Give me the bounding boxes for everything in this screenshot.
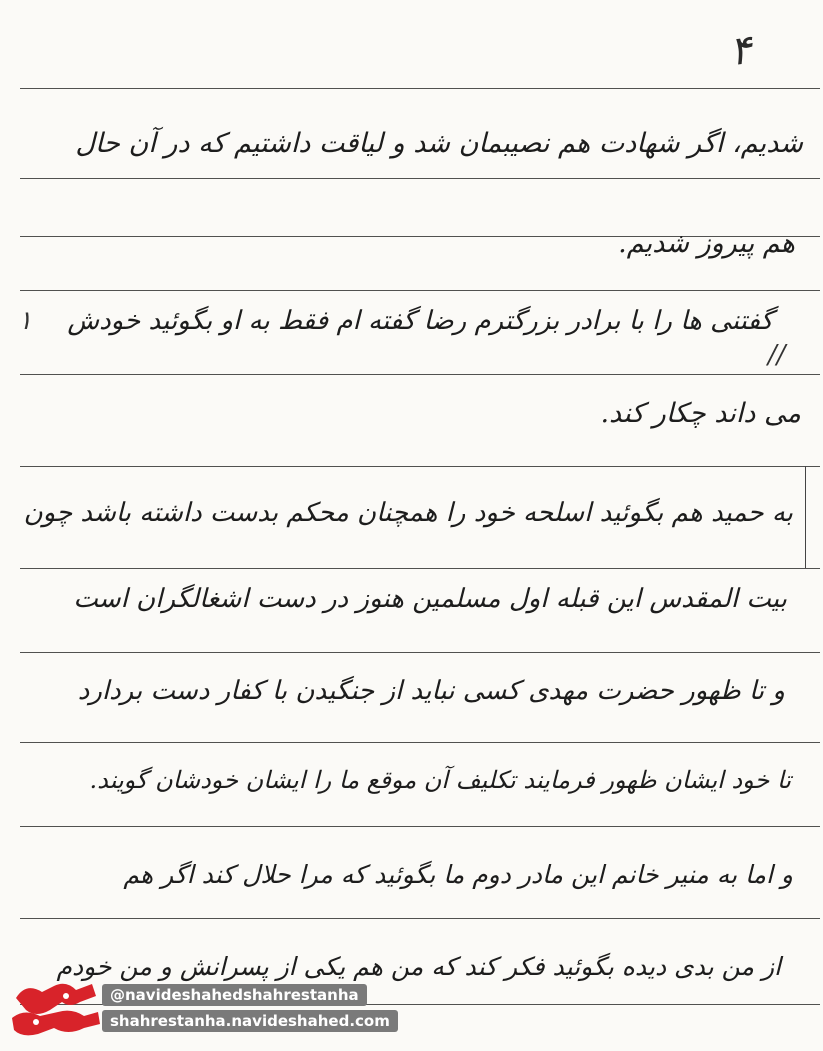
handwritten-line: بیت المقدس این قبله اول مسلمین هنوز در دست اشغالگران است <box>73 584 787 614</box>
navideshahed-logo <box>6 978 104 1040</box>
handwritten-line: می داند چکار کند. <box>600 398 801 429</box>
ruled-line <box>20 918 820 919</box>
handwritten-line: و اما به منیر خانم این مادر دوم ما بگوئید که مرا حلال کند اگر هم <box>123 860 793 889</box>
handwritten-line: و تا ظهور حضرت مهدی کسی نباید از جنگیدن با کفار دست بردارد <box>77 676 785 706</box>
ruled-line <box>20 826 820 827</box>
handwritten-line: تا خود ایشان ظهور فرمایند تکلیف آن موقع ما را ایشان خودشان گویند. <box>89 766 791 794</box>
handwritten-line: به حمید هم بگوئید اسلحه خود را همچنان محکم بدست داشته باشد چون <box>23 498 793 528</box>
ruled-line <box>20 88 820 89</box>
ruled-line <box>20 652 820 653</box>
watermark-site: shahrestanha.navideshahed.com <box>102 1010 398 1032</box>
ruled-line <box>20 466 820 467</box>
ruled-line <box>20 568 820 569</box>
ruled-line <box>20 374 820 375</box>
handwritten-line: هم پیروز شدیم. <box>618 228 795 259</box>
handwritten-line: گفتنی ها را با برادر بزرگترم رضا گفته ام فقط به او بگوئید خودش <box>67 306 773 336</box>
margin-mark: // <box>768 340 786 370</box>
watermark-handle: @navideshahedshahrestanha <box>102 984 367 1006</box>
watermark <box>0 978 410 1040</box>
ruled-line <box>20 290 820 291</box>
page-number: ۴ <box>726 26 755 76</box>
ruled-line <box>20 742 820 743</box>
handwritten-line: شدیم، اگر شهادت هم نصیبمان شد و لیاقت داشتیم که در آن حال <box>75 128 803 159</box>
handwritten-line: از من بدی دیده بگوئید فکر کند که من هم یکی از پسرانش و من خودم <box>56 952 781 981</box>
margin-line <box>805 466 806 568</box>
margin-mark: ۱ <box>18 306 32 336</box>
ruled-line <box>20 178 820 179</box>
